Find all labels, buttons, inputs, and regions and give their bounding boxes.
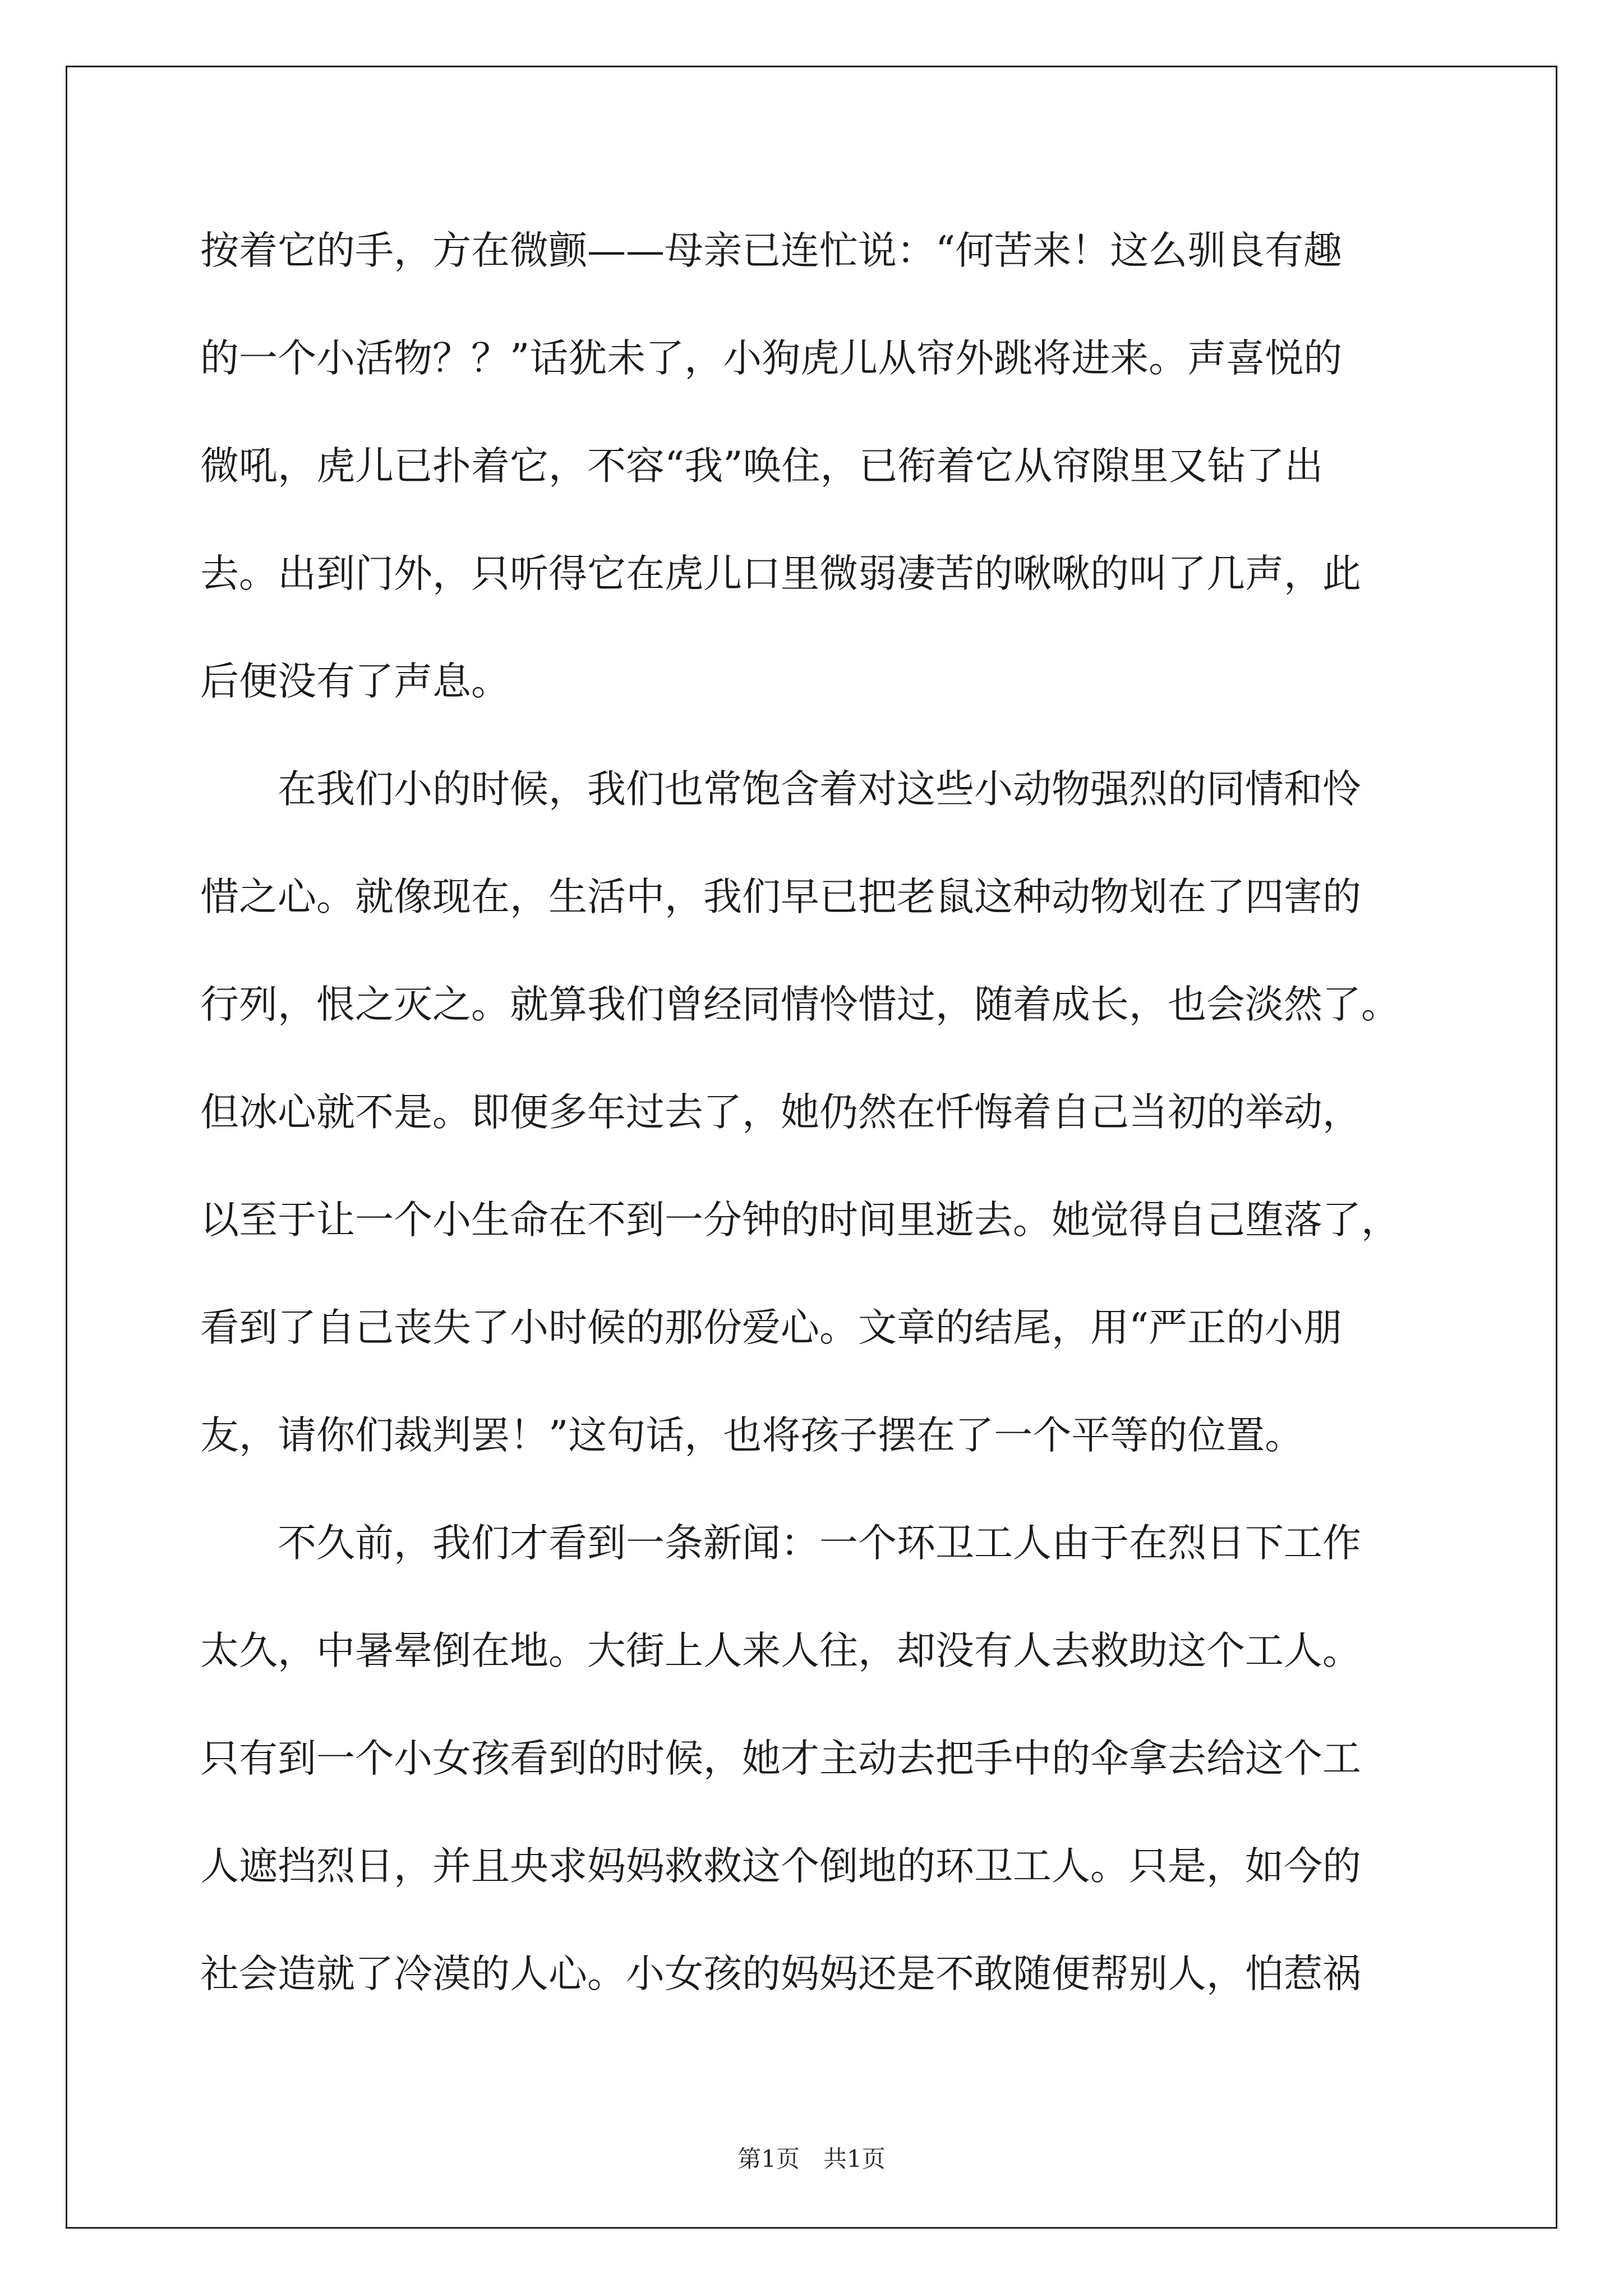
text-line: 不久前，我们才看到一条新闻：一个环卫工人由于在烈日下工作 [200,1521,1361,1566]
page-number-footer: 第1页 共1页 [737,2145,886,2173]
document-body [200,220,1434,2051]
text-line: 人遮挡烈日，并且央求妈妈救救这个倒地的环卫工人。只是，如今的 [200,1844,1361,1889]
text-line: 社会造就了冷漠的人心。小女孩的妈妈还是不敢随便帮别人，怕惹祸 [200,1952,1361,1996]
text-line: 友，请你们裁判罢！”这句话，也将孩子摆在了一个平等的位置。 [200,1413,1304,1458]
text-line: 以至于让一个小生命在不到一分钟的时间里逝去。她觉得自己堕落了， [200,1198,1400,1243]
text-line: 看到了自己丧失了小时候的那份爱心。文章的结尾，用“严正的小朋 [200,1305,1343,1350]
text-line: 在我们小的时候，我们也常饱含着对这些小动物强烈的同情和怜 [200,767,1361,812]
text-line: 惜之心。就像现在，生活中，我们早已把老鼠这种动物划在了四害的 [200,875,1361,919]
text-line: 行列，恨之灭之。就算我们曾经同情怜惜过，随着成长，也会淡然了。 [200,982,1400,1027]
text-line: 的一个小活物？？”话犹未了，小狗虎儿从帘外跳将进来。声喜悦的 [200,336,1343,381]
text-line: 后便没有了声息。 [200,659,510,704]
text-line: 只有到一个小女孩看到的时候，她才主动去把手中的伞拿去给这个工 [200,1736,1361,1781]
text-line: 太久，中暑晕倒在地。大街上人来人往，却没有人去救助这个工人。 [200,1628,1361,1673]
text-line: 微吼，虎儿已扑着它，不容“我”唤住，已衔着它从帘隙里又钻了出 [200,444,1324,489]
text-line: 但冰心就不是。即便多年过去了，她仍然在忏悔着自己当初的举动， [200,1090,1361,1135]
text-line: 按着它的手，方在微颤——母亲已连忙说：“何苦来！这么驯良有趣 [200,228,1343,273]
text-line: 去。出到门外，只听得它在虎儿口里微弱凄苦的啾啾的叫了几声，此 [200,551,1361,596]
